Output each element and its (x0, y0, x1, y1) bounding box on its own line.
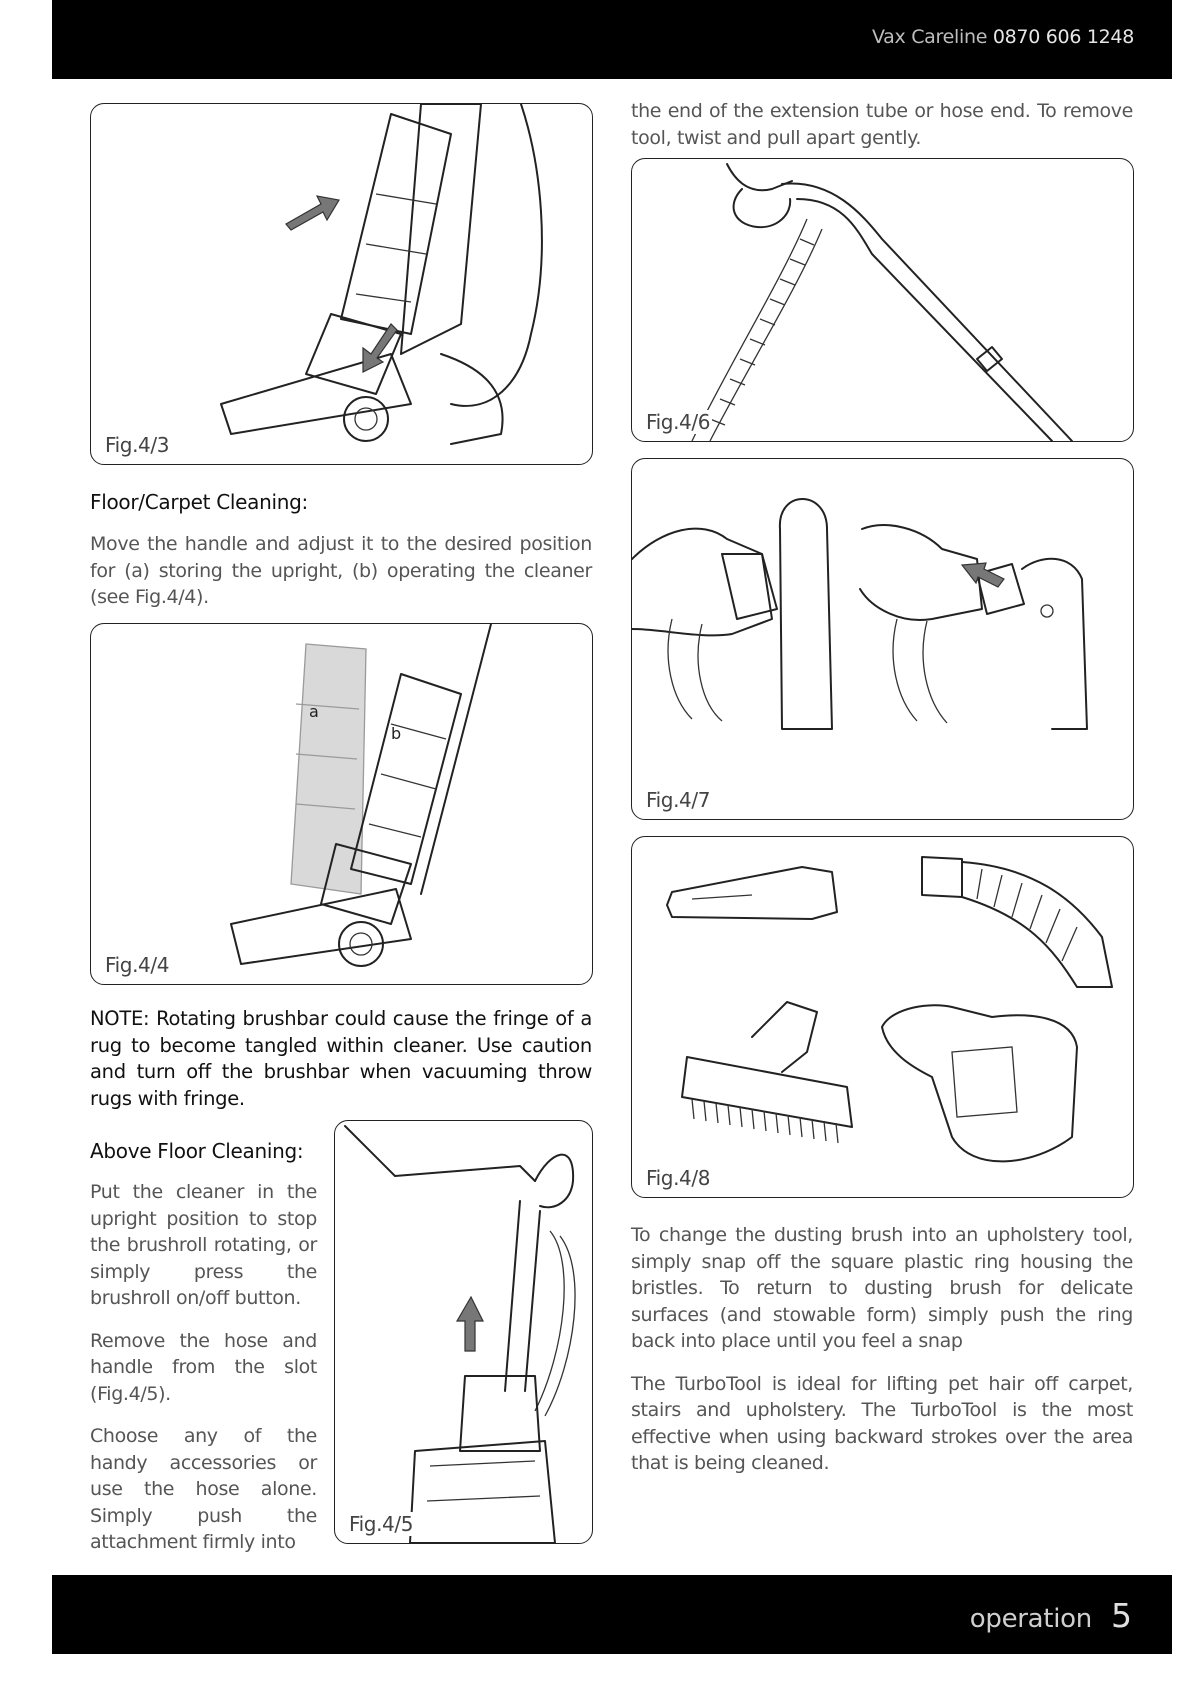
section-label (970, 1596, 1132, 1635)
floor-cleaning-heading: Floor/Carpet Cleaning: (90, 490, 308, 514)
above-floor-text (90, 1179, 317, 1572)
footer-bar (52, 1575, 1172, 1654)
section-name: operation (969, 1604, 1092, 1634)
brushbar-note: NOTE: Rotating brushbar could cause the fringe of a rug to become tangled within cleaner. Use caution and turn off the brushbar when vacuuming throw rugs with fringe. (90, 1007, 592, 1110)
above-floor-paragraph-2: Remove the hose and handle from the slot (Fig.4/5). (90, 1329, 317, 1405)
vacuum-tilt-illustration (91, 104, 592, 464)
careline-label: Vax Careline (871, 26, 988, 48)
figure-caption: Fig.4/6 (646, 410, 711, 434)
above-floor-heading: Above Floor Cleaning: (90, 1139, 304, 1163)
turbotool-paragraph: The TurboTool is ideal for lifting pet hair off carpet, stairs and upholstery. The TurboTool is the most effective when using backward strokes over the area that is being cleaned. (631, 1372, 1133, 1474)
crevice-tool-drawing (667, 867, 837, 919)
figure-4-8 (631, 836, 1134, 1198)
figure-caption: Fig.4/4 (105, 953, 170, 977)
careline-number: 0870 606 1248 (992, 26, 1134, 48)
right-text-block (631, 1222, 1133, 1493)
attachment-continued-text: the end of the extension tube or hose end. To remove tool, twist and pull apart gently. (631, 100, 1133, 149)
handle-position-illustration (91, 624, 592, 984)
figure-caption: Fig.4/8 (646, 1166, 711, 1190)
figure-4-7 (631, 458, 1134, 820)
tool-attach-illustration (632, 459, 1133, 819)
dusting-brush-paragraph: To change the dusting brush into an upholstery tool, simply snap off the square plastic ring housing the bristles. To return to dusting brush for delicate surfaces (and stowable form) simply push the ring back into place until you feel a snap (631, 1224, 1133, 1352)
figure-4-4 (90, 623, 593, 985)
hose-connector-drawing (922, 857, 962, 897)
figure-caption: Fig.4/7 (646, 788, 711, 812)
floor-cleaning-text: Move the handle and adjust it to the desired position for (a) storing the upright, (b) operating the cleaner (see Fig.4/4). (90, 533, 592, 608)
above-floor-paragraph-3: Choose any of the handy accessories or use the hose alone. Simply push the attachment firmly into (90, 1425, 317, 1553)
header-bar (52, 0, 1172, 79)
figure-4-3 (90, 103, 593, 465)
dusting-brush-drawing (682, 1057, 852, 1127)
hose-and-tube-illustration (632, 159, 1133, 441)
position-label-b: b (391, 724, 402, 743)
page-number: 5 (1111, 1596, 1132, 1635)
above-floor-paragraph-1: Put the cleaner in the upright position to stop the brushroll rotating, or simply press the brushroll on/off button. (90, 1181, 317, 1309)
hose-removal-illustration (335, 1121, 592, 1543)
figure-caption: Fig.4/3 (105, 433, 170, 457)
position-label-a: a (309, 702, 319, 721)
figure-4-6 (631, 158, 1134, 442)
figure-caption: Fig.4/5 (349, 1512, 414, 1536)
turbo-tool-drawing (882, 1005, 1077, 1161)
careline (872, 26, 1134, 48)
figure-4-5 (334, 1120, 593, 1544)
accessories-illustration (632, 837, 1133, 1197)
